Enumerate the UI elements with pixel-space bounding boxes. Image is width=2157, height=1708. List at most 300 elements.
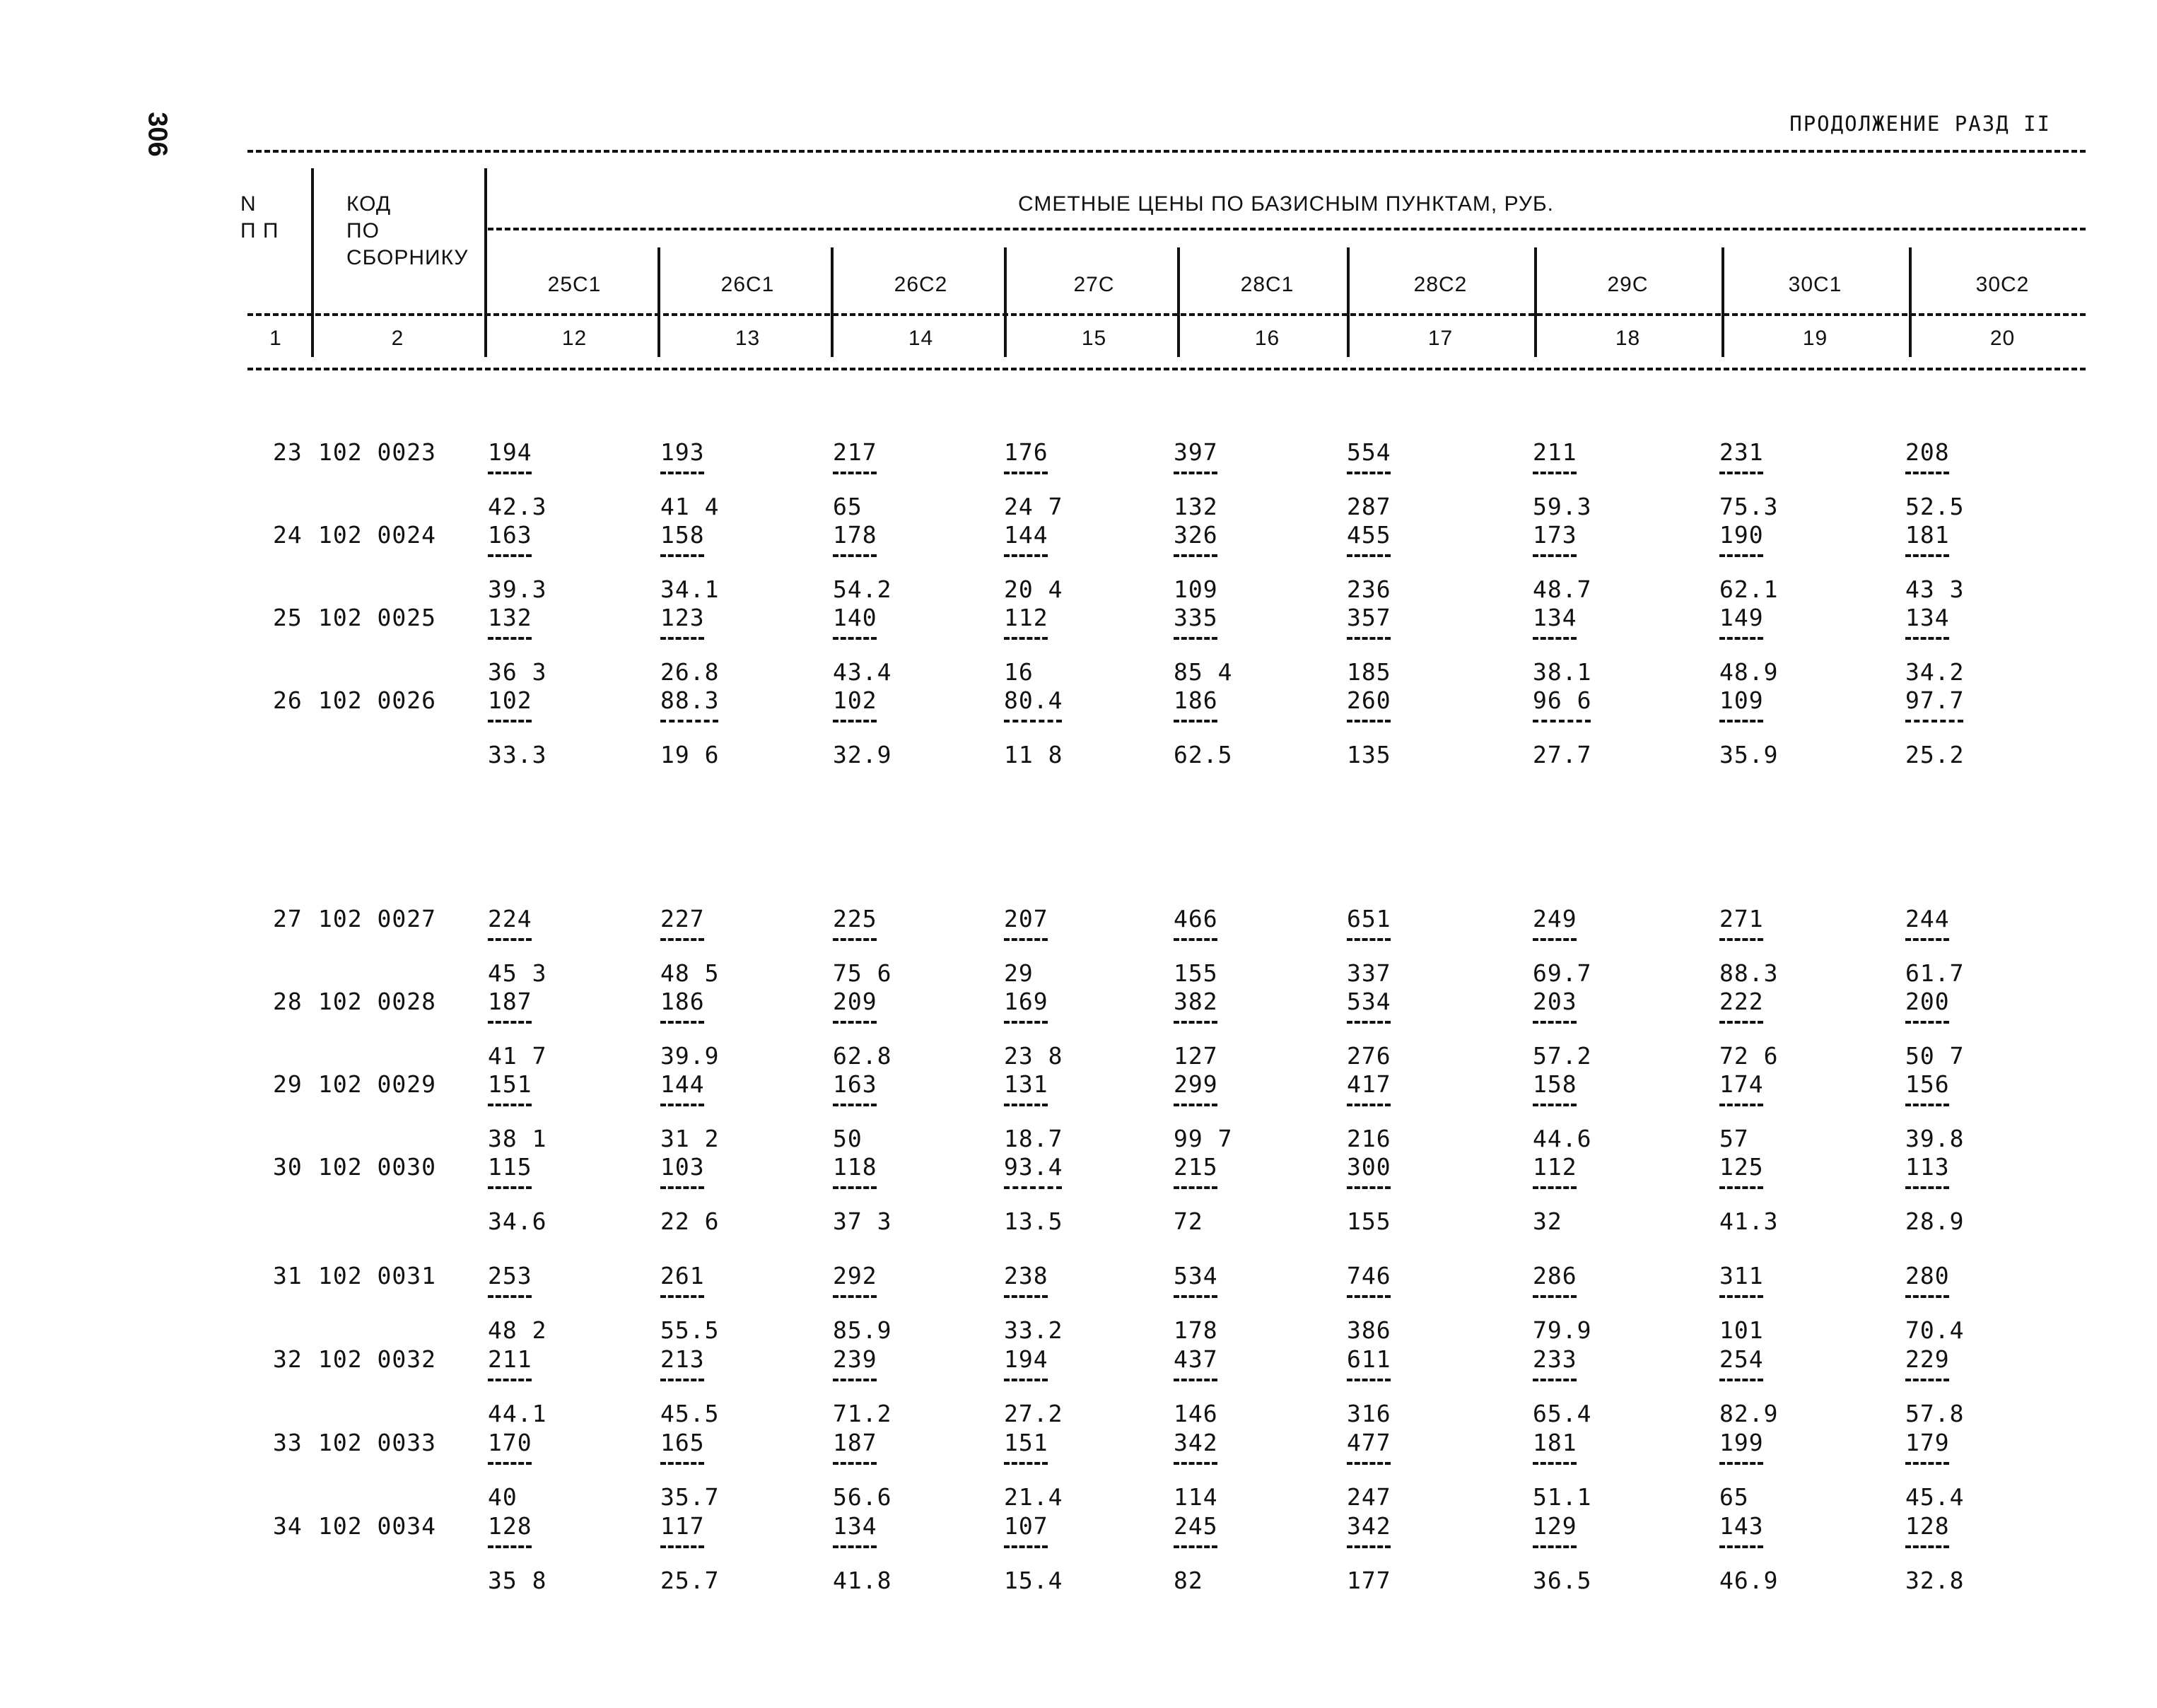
price-value-top: 102 xyxy=(488,686,532,714)
fraction-bar xyxy=(660,1295,704,1298)
row-number: 33 xyxy=(273,1429,303,1456)
fraction-bar xyxy=(1004,1462,1048,1465)
price-value-top: 207 xyxy=(1004,905,1048,932)
fraction-bar xyxy=(1347,720,1391,723)
column-number: 18 xyxy=(1615,327,1641,350)
price-value-bottom: 25.7 xyxy=(660,1567,720,1594)
price-value-top: 611 xyxy=(1347,1345,1391,1373)
price-value-bottom: 38 1 xyxy=(488,1125,547,1152)
fraction-bar xyxy=(1004,554,1048,557)
column-number: 17 xyxy=(1427,327,1454,350)
fraction-bar xyxy=(1174,720,1217,723)
fraction-bar xyxy=(1004,1021,1048,1024)
price-value-bottom: 185 xyxy=(1347,658,1391,686)
price-value-top: 123 xyxy=(660,604,705,631)
price-column-heading: 29С xyxy=(1607,273,1649,296)
fraction-bar xyxy=(1533,1462,1577,1465)
price-value-bottom: 34.6 xyxy=(488,1207,547,1235)
price-value-bottom: 57.8 xyxy=(1905,1400,1965,1427)
fraction-bar xyxy=(1174,1295,1217,1298)
price-value-top: 280 xyxy=(1905,1262,1950,1289)
fraction-bar xyxy=(1719,554,1763,557)
price-value-top: 113 xyxy=(1905,1153,1950,1181)
fraction-bar xyxy=(660,1462,704,1465)
fraction-bar xyxy=(1533,1295,1577,1298)
price-value-bottom: 27.2 xyxy=(1004,1400,1063,1427)
price-value-top: 97.7 xyxy=(1905,686,1965,714)
price-value-top: 134 xyxy=(1533,604,1577,631)
price-value-top: 151 xyxy=(1004,1429,1048,1456)
price-value-bottom: 39.3 xyxy=(488,575,547,603)
row-number: 25 xyxy=(273,604,303,631)
fraction-bar xyxy=(833,1462,877,1465)
price-value-bottom: 41 7 xyxy=(488,1042,547,1070)
price-value-top: 397 xyxy=(1174,438,1218,466)
price-value-top: 249 xyxy=(1533,905,1577,932)
price-value-top: 254 xyxy=(1719,1345,1764,1373)
price-value-top: 311 xyxy=(1719,1262,1764,1289)
fraction-bar xyxy=(1347,472,1391,474)
fraction-bar xyxy=(1004,1545,1048,1548)
price-value-top: 211 xyxy=(488,1345,532,1373)
fraction-bar xyxy=(1533,1021,1577,1024)
fraction-bar xyxy=(1719,637,1763,640)
price-value-bottom: 50 7 xyxy=(1905,1042,1965,1070)
fraction-bar xyxy=(833,1295,877,1298)
price-value-bottom: 75.3 xyxy=(1719,493,1779,520)
row-code: 102 0033 xyxy=(318,1429,436,1456)
price-value-top: 174 xyxy=(1719,1070,1764,1098)
price-value-top: 292 xyxy=(833,1262,877,1289)
price-value-top: 102 xyxy=(833,686,877,714)
fraction-bar xyxy=(660,1021,704,1024)
price-value-bottom: 59.3 xyxy=(1533,493,1592,520)
price-value-top: 231 xyxy=(1719,438,1764,466)
fraction-bar xyxy=(488,1021,532,1024)
price-value-top: 132 xyxy=(488,604,532,631)
fraction-bar xyxy=(1719,1021,1763,1024)
price-value-bottom: 132 xyxy=(1174,493,1218,520)
price-value-bottom: 51.1 xyxy=(1533,1483,1592,1511)
price-value-top: 107 xyxy=(1004,1512,1048,1540)
price-value-bottom: 32.9 xyxy=(833,741,892,768)
column-number: 12 xyxy=(561,327,588,350)
price-value-top: 128 xyxy=(488,1512,532,1540)
fraction-bar xyxy=(660,637,704,640)
fraction-bar xyxy=(1347,938,1391,941)
price-value-bottom: 34.2 xyxy=(1905,658,1965,686)
price-value-bottom: 56.6 xyxy=(833,1483,892,1511)
fraction-bar xyxy=(1905,554,1949,557)
price-column-heading: 30С1 xyxy=(1788,273,1842,296)
price-value-top: 143 xyxy=(1719,1512,1764,1540)
fraction-bar xyxy=(1905,1545,1949,1548)
price-value-top: 286 xyxy=(1533,1262,1577,1289)
fraction-bar xyxy=(1719,1104,1763,1106)
fraction-bar xyxy=(1347,1295,1391,1298)
price-value-bottom: 114 xyxy=(1174,1483,1218,1511)
price-value-top: 156 xyxy=(1905,1070,1950,1098)
price-value-bottom: 36 3 xyxy=(488,658,547,686)
row-code: 102 0034 xyxy=(318,1512,436,1540)
price-value-top: 357 xyxy=(1347,604,1391,631)
price-value-bottom: 31 2 xyxy=(660,1125,720,1152)
price-value-top: 534 xyxy=(1174,1262,1218,1289)
price-value-bottom: 337 xyxy=(1347,959,1391,987)
price-value-bottom: 65 xyxy=(1719,1483,1749,1511)
price-value-bottom: 39.8 xyxy=(1905,1125,1965,1152)
fraction-bar xyxy=(660,938,704,941)
price-value-top: 178 xyxy=(833,521,877,549)
price-value-top: 194 xyxy=(1004,1345,1048,1373)
fraction-bar xyxy=(1905,1021,1949,1024)
price-value-top: 225 xyxy=(833,905,877,932)
price-value-top: 125 xyxy=(1719,1153,1764,1181)
price-value-bottom: 22 6 xyxy=(660,1207,720,1235)
price-value-top: 203 xyxy=(1533,988,1577,1015)
row-code: 102 0024 xyxy=(318,521,436,549)
fraction-bar xyxy=(1533,554,1577,557)
price-value-top: 181 xyxy=(1905,521,1950,549)
fraction-bar xyxy=(660,1545,704,1548)
fraction-bar xyxy=(488,554,532,557)
price-value-top: 170 xyxy=(488,1429,532,1456)
price-value-bottom: 34.1 xyxy=(660,575,720,603)
price-value-top: 208 xyxy=(1905,438,1950,466)
price-value-top: 129 xyxy=(1533,1512,1577,1540)
price-value-bottom: 42.3 xyxy=(488,493,547,520)
price-value-bottom: 386 xyxy=(1347,1316,1391,1344)
price-value-bottom: 15.4 xyxy=(1004,1567,1063,1594)
column-number: 14 xyxy=(908,327,934,350)
price-value-top: 179 xyxy=(1905,1429,1950,1456)
price-value-top: 140 xyxy=(833,604,877,631)
fraction-bar xyxy=(833,720,877,723)
price-value-top: 260 xyxy=(1347,686,1391,714)
price-value-top: 326 xyxy=(1174,521,1218,549)
row-number: 27 xyxy=(273,905,303,932)
price-value-top: 158 xyxy=(660,521,705,549)
price-value-top: 186 xyxy=(1174,686,1218,714)
price-value-bottom: 28.9 xyxy=(1905,1207,1965,1235)
price-value-bottom: 71.2 xyxy=(833,1400,892,1427)
price-value-top: 181 xyxy=(1533,1429,1577,1456)
price-value-top: 93.4 xyxy=(1004,1153,1063,1181)
row-number: 24 xyxy=(273,521,303,549)
fraction-bar xyxy=(1719,1462,1763,1465)
number-separator xyxy=(1534,322,1537,357)
continuation-label: ПРОДОЛЖЕНИЕ РАЗД II xyxy=(1789,112,2051,136)
price-value-bottom: 26.8 xyxy=(660,658,720,686)
price-value-bottom: 82 xyxy=(1174,1567,1203,1594)
fraction-bar xyxy=(488,1545,532,1548)
header-n-label: П П xyxy=(240,219,279,242)
price-value-bottom: 27.7 xyxy=(1533,741,1592,768)
fraction-bar xyxy=(1533,1379,1577,1381)
price-value-top: 213 xyxy=(660,1345,705,1373)
fraction-bar xyxy=(1905,637,1949,640)
price-column-heading: 26С2 xyxy=(894,273,948,296)
price-value-bottom: 41 4 xyxy=(660,493,720,520)
fraction-bar xyxy=(1174,554,1217,557)
price-value-bottom: 276 xyxy=(1347,1042,1391,1070)
page-number: 306 xyxy=(142,112,173,157)
price-value-top: 163 xyxy=(833,1070,877,1098)
price-value-top: 176 xyxy=(1004,438,1048,466)
price-value-bottom: 41.8 xyxy=(833,1567,892,1594)
column-number: 1 xyxy=(269,327,282,350)
price-value-bottom: 44.1 xyxy=(488,1400,547,1427)
price-value-top: 163 xyxy=(488,521,532,549)
price-value-top: 211 xyxy=(1533,438,1577,466)
fraction-bar xyxy=(1347,1545,1391,1548)
row-number: 32 xyxy=(273,1345,303,1373)
price-value-bottom: 72 6 xyxy=(1719,1042,1779,1070)
column-number: 16 xyxy=(1254,327,1280,350)
price-value-bottom: 35.7 xyxy=(660,1483,720,1511)
price-value-top: 149 xyxy=(1719,604,1764,631)
price-value-top: 651 xyxy=(1347,905,1391,932)
fraction-bar xyxy=(1174,938,1217,941)
price-value-top: 554 xyxy=(1347,438,1391,466)
price-value-bottom: 54.2 xyxy=(833,575,892,603)
column-number: 19 xyxy=(1802,327,1828,350)
price-value-bottom: 75 6 xyxy=(833,959,892,987)
price-value-bottom: 13.5 xyxy=(1004,1207,1063,1235)
price-value-top: 187 xyxy=(833,1429,877,1456)
price-value-top: 194 xyxy=(488,438,532,466)
fraction-bar xyxy=(1004,938,1048,941)
header-mid-rule xyxy=(247,313,2086,316)
column-number: 13 xyxy=(735,327,761,350)
fraction-bar xyxy=(1174,1186,1217,1189)
price-value-top: 173 xyxy=(1533,521,1577,549)
price-value-top: 335 xyxy=(1174,604,1218,631)
fraction-bar xyxy=(1174,472,1217,474)
price-value-bottom: 62.8 xyxy=(833,1042,892,1070)
price-value-top: 112 xyxy=(1004,604,1048,631)
price-value-top: 169 xyxy=(1004,988,1048,1015)
fraction-bar xyxy=(1905,1462,1949,1465)
fraction-bar xyxy=(1719,472,1763,474)
price-value-bottom: 72 xyxy=(1174,1207,1203,1235)
fraction-bar xyxy=(488,720,532,723)
price-value-top: 209 xyxy=(833,988,877,1015)
header-code-label: СБОРНИКУ xyxy=(346,246,469,269)
price-value-bottom: 62.1 xyxy=(1719,575,1779,603)
price-value-bottom: 24 7 xyxy=(1004,493,1063,520)
row-code: 102 0030 xyxy=(318,1153,436,1181)
price-value-top: 342 xyxy=(1174,1429,1218,1456)
price-value-top: 112 xyxy=(1533,1153,1577,1181)
price-value-bottom: 79.9 xyxy=(1533,1316,1592,1344)
price-value-bottom: 177 xyxy=(1347,1567,1391,1594)
fraction-bar xyxy=(1533,938,1577,941)
column-number: 15 xyxy=(1081,327,1107,350)
fraction-bar xyxy=(833,1545,877,1548)
price-value-bottom: 33.3 xyxy=(488,741,547,768)
price-value-top: 382 xyxy=(1174,988,1218,1015)
fraction-bar xyxy=(1004,1186,1062,1189)
price-value-top: 80.4 xyxy=(1004,686,1063,714)
number-separator xyxy=(1909,322,1912,357)
price-value-bottom: 82.9 xyxy=(1719,1400,1779,1427)
price-value-bottom: 155 xyxy=(1347,1207,1391,1235)
price-value-bottom: 29 xyxy=(1004,959,1034,987)
price-value-bottom: 62.5 xyxy=(1174,741,1233,768)
fraction-bar xyxy=(488,1379,532,1381)
price-value-bottom: 44.6 xyxy=(1533,1125,1592,1152)
price-value-bottom: 85 4 xyxy=(1174,658,1233,686)
price-value-top: 144 xyxy=(660,1070,705,1098)
price-value-top: 144 xyxy=(1004,521,1048,549)
fraction-bar xyxy=(1533,637,1577,640)
fraction-bar xyxy=(1905,1186,1949,1189)
header-group-title: СМЕТНЫЕ ЦЕНЫ ПО БАЗИСНЫМ ПУНКТАМ, РУБ. xyxy=(1018,192,1554,216)
price-value-top: 534 xyxy=(1347,988,1391,1015)
price-value-bottom: 50 xyxy=(833,1125,863,1152)
fraction-bar xyxy=(1347,1462,1391,1465)
price-value-top: 190 xyxy=(1719,521,1764,549)
price-value-bottom: 11 8 xyxy=(1004,741,1063,768)
price-value-bottom: 101 xyxy=(1719,1316,1764,1344)
price-value-top: 215 xyxy=(1174,1153,1218,1181)
price-value-bottom: 316 xyxy=(1347,1400,1391,1427)
price-value-bottom: 35.9 xyxy=(1719,741,1779,768)
row-code: 102 0027 xyxy=(318,905,436,932)
price-value-top: 217 xyxy=(833,438,877,466)
price-value-bottom: 57.2 xyxy=(1533,1042,1592,1070)
fraction-bar xyxy=(1174,637,1217,640)
price-value-bottom: 61.7 xyxy=(1905,959,1965,987)
header-bottom-rule xyxy=(247,368,2086,370)
fraction-bar xyxy=(1004,720,1062,723)
price-value-bottom: 18.7 xyxy=(1004,1125,1063,1152)
price-value-bottom: 155 xyxy=(1174,959,1218,987)
column-number: 2 xyxy=(391,327,404,350)
fraction-bar xyxy=(1174,1104,1217,1106)
fraction-bar xyxy=(1905,1379,1949,1381)
fraction-bar xyxy=(1719,1295,1763,1298)
price-value-bottom: 43.4 xyxy=(833,658,892,686)
price-value-bottom: 88.3 xyxy=(1719,959,1779,987)
price-value-top: 233 xyxy=(1533,1345,1577,1373)
fraction-bar xyxy=(833,938,877,941)
price-value-bottom: 178 xyxy=(1174,1316,1218,1344)
price-value-bottom: 48.7 xyxy=(1533,575,1592,603)
fraction-bar xyxy=(833,472,877,474)
price-value-bottom: 48.9 xyxy=(1719,658,1779,686)
header-code-label: КОД xyxy=(346,192,392,216)
fraction-bar xyxy=(1719,720,1763,723)
row-code: 102 0031 xyxy=(318,1262,436,1289)
price-value-bottom: 39.9 xyxy=(660,1042,720,1070)
fraction-bar xyxy=(1719,1545,1763,1548)
row-number: 23 xyxy=(273,438,303,466)
price-value-bottom: 69.7 xyxy=(1533,959,1592,987)
price-value-bottom: 32 xyxy=(1533,1207,1562,1235)
price-value-top: 239 xyxy=(833,1345,877,1373)
price-value-bottom: 247 xyxy=(1347,1483,1391,1511)
price-value-bottom: 45.4 xyxy=(1905,1483,1965,1511)
fraction-bar xyxy=(660,472,704,474)
price-value-top: 417 xyxy=(1347,1070,1391,1098)
fraction-bar xyxy=(1347,1379,1391,1381)
row-code: 102 0025 xyxy=(318,604,436,631)
price-value-top: 96 6 xyxy=(1533,686,1592,714)
fraction-bar xyxy=(1719,1379,1763,1381)
column-number: 20 xyxy=(1989,327,2016,350)
fraction-bar xyxy=(1347,637,1391,640)
price-value-bottom: 57 xyxy=(1719,1125,1749,1152)
price-value-top: 118 xyxy=(833,1153,877,1181)
price-value-top: 746 xyxy=(1347,1262,1391,1289)
fraction-bar xyxy=(488,938,532,941)
price-value-bottom: 146 xyxy=(1174,1400,1218,1427)
fraction-bar xyxy=(1347,1104,1391,1106)
price-value-bottom: 65 xyxy=(833,493,863,520)
price-value-top: 151 xyxy=(488,1070,532,1098)
price-column-heading: 28С1 xyxy=(1240,273,1294,296)
price-value-bottom: 35 8 xyxy=(488,1567,547,1594)
fraction-bar xyxy=(1174,1021,1217,1024)
price-value-top: 186 xyxy=(660,988,705,1015)
price-value-bottom: 40 xyxy=(488,1483,518,1511)
price-value-top: 342 xyxy=(1347,1512,1391,1540)
price-value-bottom: 52.5 xyxy=(1905,493,1965,520)
price-value-bottom: 20 4 xyxy=(1004,575,1063,603)
price-value-bottom: 21.4 xyxy=(1004,1483,1063,1511)
fraction-bar xyxy=(1905,1295,1949,1298)
fraction-bar xyxy=(488,1104,532,1106)
number-separator xyxy=(1721,322,1724,357)
price-value-top: 300 xyxy=(1347,1153,1391,1181)
price-value-top: 115 xyxy=(488,1153,532,1181)
fraction-bar xyxy=(1533,720,1591,723)
price-value-top: 199 xyxy=(1719,1429,1764,1456)
fraction-bar xyxy=(1719,1186,1763,1189)
fraction-bar xyxy=(488,1462,532,1465)
fraction-bar xyxy=(488,1295,532,1298)
fraction-bar xyxy=(660,1379,704,1381)
fraction-bar xyxy=(1719,938,1763,941)
fraction-bar xyxy=(1533,1104,1577,1106)
price-value-top: 299 xyxy=(1174,1070,1218,1098)
price-value-bottom: 45 3 xyxy=(488,959,547,987)
price-value-top: 88.3 xyxy=(660,686,720,714)
price-value-bottom: 23 8 xyxy=(1004,1042,1063,1070)
price-value-top: 222 xyxy=(1719,988,1764,1015)
price-value-bottom: 236 xyxy=(1347,575,1391,603)
price-value-bottom: 46.9 xyxy=(1719,1567,1779,1594)
fraction-bar xyxy=(833,1021,877,1024)
price-value-bottom: 287 xyxy=(1347,493,1391,520)
header-top-rule xyxy=(247,150,2086,153)
fraction-bar xyxy=(1004,1104,1048,1106)
price-value-bottom: 45.5 xyxy=(660,1400,720,1427)
fraction-bar xyxy=(833,637,877,640)
fraction-bar xyxy=(1004,637,1048,640)
price-value-top: 477 xyxy=(1347,1429,1391,1456)
price-value-bottom: 19 6 xyxy=(660,741,720,768)
price-value-top: 117 xyxy=(660,1512,705,1540)
price-value-bottom: 135 xyxy=(1347,741,1391,768)
price-value-top: 224 xyxy=(488,905,532,932)
fraction-bar xyxy=(1174,1462,1217,1465)
fraction-bar xyxy=(1004,1379,1048,1381)
fraction-bar xyxy=(488,472,532,474)
price-value-bottom: 55.5 xyxy=(660,1316,720,1344)
